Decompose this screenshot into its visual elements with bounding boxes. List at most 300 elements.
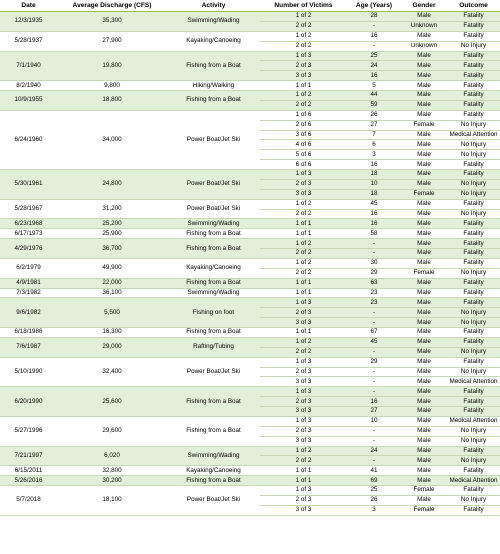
gender-cell: Male	[401, 91, 447, 101]
activity-cell: Fishing from a Boat	[167, 229, 260, 239]
outcome-cell: Fatality	[447, 249, 500, 259]
gender-cell: Male	[401, 495, 447, 505]
outcome-cell: Fatality	[447, 21, 500, 31]
discharge-cell: 49,900	[57, 258, 167, 278]
outcome-cell: Fatality	[447, 31, 500, 41]
victim-number: 1 of 1	[260, 81, 347, 91]
outcome-cell: No Injury	[447, 456, 500, 466]
outcome-cell: Fatality	[447, 61, 500, 71]
incident-date: 9/6/1982	[0, 298, 57, 328]
victim-number: 1 of 3	[260, 416, 347, 426]
age-cell: 23	[347, 298, 401, 308]
table-row	[0, 199, 500, 209]
activity-cell: Kayaking/Canoeing	[167, 258, 260, 278]
age-cell: 27	[347, 120, 401, 130]
age-cell: -	[347, 377, 401, 387]
victim-number: 2 of 2	[260, 100, 347, 110]
victim-number: 3 of 3	[260, 189, 347, 199]
outcome-cell: Fatality	[447, 239, 500, 249]
gender-cell: Male	[401, 288, 447, 298]
table-row	[0, 81, 500, 91]
gender-cell: Male	[401, 298, 447, 308]
outcome-cell: Fatality	[447, 328, 500, 338]
victim-number: 1 of 6	[260, 110, 347, 120]
age-cell: 30	[347, 258, 401, 268]
outcome-cell: Medical Attention	[447, 377, 500, 387]
activity-cell: Fishing from a Boat	[167, 387, 260, 417]
discharge-cell: 6,020	[57, 446, 167, 466]
discharge-cell: 9,800	[57, 81, 167, 91]
incident-date: 7/6/1987	[0, 337, 57, 357]
gender-cell: Male	[401, 328, 447, 338]
outcome-cell: No Injury	[447, 308, 500, 318]
age-cell: 24	[347, 61, 401, 71]
discharge-cell: 32,800	[57, 466, 167, 476]
gender-cell: Male	[401, 239, 447, 249]
age-cell: 28	[347, 12, 401, 22]
incident-date: 4/29/1976	[0, 239, 57, 259]
column-header-activity: Activity	[167, 0, 260, 12]
outcome-cell: Fatality	[447, 110, 500, 120]
gender-cell: Male	[401, 160, 447, 170]
victim-number: 1 of 1	[260, 328, 347, 338]
activity-cell: Power Boat/Jet Ski	[167, 357, 260, 387]
age-cell: 3	[347, 150, 401, 160]
age-cell: 45	[347, 337, 401, 347]
gender-cell: Male	[401, 466, 447, 476]
victim-number: 1 of 2	[260, 31, 347, 41]
victim-number: 3 of 3	[260, 407, 347, 417]
gender-cell: Female	[401, 268, 447, 278]
gender-cell: Female	[401, 486, 447, 496]
discharge-cell: 29,600	[57, 416, 167, 446]
age-cell: 23	[347, 288, 401, 298]
outcome-cell: No Injury	[447, 318, 500, 328]
table-row	[0, 387, 500, 397]
gender-cell: Male	[401, 367, 447, 377]
age-cell: -	[347, 456, 401, 466]
gender-cell: Male	[401, 387, 447, 397]
age-cell: 16	[347, 71, 401, 81]
victim-number: 2 of 2	[260, 456, 347, 466]
outcome-cell: Medical Attention	[447, 476, 500, 486]
incident-date: 7/1/1940	[0, 51, 57, 81]
age-cell: 44	[347, 91, 401, 101]
table-row	[0, 278, 500, 288]
outcome-cell: Fatality	[447, 298, 500, 308]
outcome-cell: No Injury	[447, 120, 500, 130]
discharge-cell: 34,000	[57, 110, 167, 169]
table-row	[0, 288, 500, 298]
victim-number: 2 of 2	[260, 21, 347, 31]
outcome-cell: Fatality	[447, 278, 500, 288]
discharge-cell: 25,900	[57, 229, 167, 239]
column-header-discharge: Average Discharge (CFS)	[57, 0, 167, 12]
age-cell: 29	[347, 357, 401, 367]
victim-number: 1 of 1	[260, 476, 347, 486]
gender-cell: Female	[401, 189, 447, 199]
incident-date: 5/28/1937	[0, 31, 57, 51]
victim-number: 1 of 3	[260, 387, 347, 397]
activity-cell: Fishing from a Boat	[167, 51, 260, 81]
table-row	[0, 91, 500, 101]
victim-number: 2 of 3	[260, 426, 347, 436]
table-row	[0, 446, 500, 456]
gender-cell: Male	[401, 318, 447, 328]
outcome-cell: No Injury	[447, 209, 500, 219]
victim-number: 1 of 2	[260, 12, 347, 22]
outcome-cell: Fatality	[447, 12, 500, 22]
age-cell: 67	[347, 328, 401, 338]
age-cell: -	[347, 308, 401, 318]
gender-cell: Male	[401, 416, 447, 426]
table-row	[0, 51, 500, 61]
age-cell: 59	[347, 100, 401, 110]
age-cell: 29	[347, 268, 401, 278]
incident-date: 6/17/1973	[0, 229, 57, 239]
age-cell: -	[347, 249, 401, 259]
victim-number: 3 of 3	[260, 71, 347, 81]
discharge-cell: 25,200	[57, 219, 167, 229]
age-cell: 16	[347, 160, 401, 170]
gender-cell: Female	[401, 120, 447, 130]
gender-cell: Male	[401, 456, 447, 466]
activity-cell: Kayaking/Canoeing	[167, 31, 260, 51]
outcome-cell: No Injury	[447, 436, 500, 446]
incident-date: 5/27/1996	[0, 416, 57, 446]
age-cell: 63	[347, 278, 401, 288]
activity-cell: Rafting/Tubing	[167, 337, 260, 357]
gender-cell: Female	[401, 505, 447, 515]
incident-date: 6/2/1979	[0, 258, 57, 278]
gender-cell: Male	[401, 357, 447, 367]
victim-number: 2 of 3	[260, 397, 347, 407]
age-cell: 18	[347, 170, 401, 180]
column-header-age: Age (Years)	[347, 0, 401, 12]
victim-number: 2 of 3	[260, 61, 347, 71]
activity-cell: Swimming/Wading	[167, 288, 260, 298]
activity-cell: Fishing from a Boat	[167, 476, 260, 486]
discharge-cell: 18,100	[57, 486, 167, 516]
age-cell: -	[347, 21, 401, 31]
table-row	[0, 337, 500, 347]
activity-cell: Fishing from a Boat	[167, 416, 260, 446]
victim-number: 2 of 2	[260, 41, 347, 51]
outcome-cell: Fatality	[447, 466, 500, 476]
discharge-cell: 5,500	[57, 298, 167, 328]
age-cell: 18	[347, 189, 401, 199]
outcome-cell: Fatality	[447, 486, 500, 496]
activity-cell: Power Boat/Jet Ski	[167, 199, 260, 219]
gender-cell: Male	[401, 436, 447, 446]
age-cell: 16	[347, 219, 401, 229]
victim-number: 1 of 2	[260, 91, 347, 101]
age-cell: 26	[347, 495, 401, 505]
discharge-cell: 16,300	[57, 328, 167, 338]
gender-cell: Male	[401, 31, 447, 41]
activity-cell: Hiking/Walking	[167, 81, 260, 91]
age-cell: 7	[347, 130, 401, 140]
victim-number: 1 of 2	[260, 446, 347, 456]
victim-number: 1 of 3	[260, 298, 347, 308]
column-header-outcome: Outcome	[447, 0, 500, 12]
gender-cell: Male	[401, 347, 447, 357]
victim-number: 5 of 6	[260, 150, 347, 160]
gender-cell: Male	[401, 61, 447, 71]
activity-cell: Power Boat/Jet Ski	[167, 486, 260, 516]
table-row	[0, 416, 500, 426]
victim-number: 4 of 6	[260, 140, 347, 150]
outcome-cell: Fatality	[447, 170, 500, 180]
age-cell: 10	[347, 179, 401, 189]
incident-date: 6/23/1968	[0, 219, 57, 229]
outcome-cell: Fatality	[447, 397, 500, 407]
discharge-cell: 29,000	[57, 337, 167, 357]
gender-cell: Male	[401, 249, 447, 259]
outcome-cell: Fatality	[447, 71, 500, 81]
table-row	[0, 357, 500, 367]
table-row	[0, 110, 500, 120]
activity-cell: Power Boat/Jet Ski	[167, 110, 260, 169]
victim-number: 2 of 3	[260, 179, 347, 189]
victim-number: 2 of 3	[260, 308, 347, 318]
incident-date: 5/30/1961	[0, 170, 57, 200]
gender-cell: Male	[401, 199, 447, 209]
gender-cell: Unknown	[401, 41, 447, 51]
victim-number: 1 of 3	[260, 486, 347, 496]
table-header	[0, 0, 500, 12]
age-cell: 16	[347, 31, 401, 41]
incident-date: 8/2/1940	[0, 81, 57, 91]
gender-cell: Male	[401, 81, 447, 91]
victim-number: 1 of 3	[260, 51, 347, 61]
activity-cell: Swimming/Wading	[167, 12, 260, 32]
discharge-cell: 30,200	[57, 476, 167, 486]
table-row	[0, 466, 500, 476]
outcome-cell: Fatality	[447, 160, 500, 170]
outcome-cell: No Injury	[447, 150, 500, 160]
victim-number: 1 of 3	[260, 170, 347, 180]
outcome-cell: No Injury	[447, 426, 500, 436]
victim-number: 2 of 2	[260, 347, 347, 357]
outcome-cell: Fatality	[447, 288, 500, 298]
victim-number: 2 of 3	[260, 495, 347, 505]
age-cell: 16	[347, 209, 401, 219]
table-row	[0, 219, 500, 229]
outcome-cell: Fatality	[447, 100, 500, 110]
victim-number: 1 of 1	[260, 278, 347, 288]
gender-cell: Unknown	[401, 21, 447, 31]
victim-number: 3 of 6	[260, 130, 347, 140]
outcome-cell: No Injury	[447, 189, 500, 199]
victim-number: 2 of 2	[260, 209, 347, 219]
age-cell: -	[347, 41, 401, 51]
victim-number: 2 of 6	[260, 120, 347, 130]
gender-cell: Male	[401, 140, 447, 150]
discharge-cell: 31,200	[57, 199, 167, 219]
table-row	[0, 239, 500, 249]
incident-date: 12/3/1935	[0, 12, 57, 32]
outcome-cell: Fatality	[447, 407, 500, 417]
activity-cell: Fishing from a Boat	[167, 278, 260, 288]
gender-cell: Male	[401, 446, 447, 456]
activity-cell: Swimming/Wading	[167, 219, 260, 229]
age-cell: 10	[347, 416, 401, 426]
age-cell: 25	[347, 486, 401, 496]
table-row	[0, 229, 500, 239]
activity-cell: Fishing from a Boat	[167, 328, 260, 338]
victim-number: 1 of 1	[260, 288, 347, 298]
column-header-gender: Gender	[401, 0, 447, 12]
outcome-cell: Fatality	[447, 199, 500, 209]
activity-cell: Fishing from a Boat	[167, 239, 260, 259]
discharge-cell: 25,600	[57, 387, 167, 417]
gender-cell: Male	[401, 209, 447, 219]
age-cell: -	[347, 367, 401, 377]
age-cell: 16	[347, 397, 401, 407]
incident-date: 5/7/2018	[0, 486, 57, 516]
age-cell: -	[347, 318, 401, 328]
victim-number: 1 of 2	[260, 337, 347, 347]
table-row	[0, 258, 500, 268]
age-cell: 45	[347, 199, 401, 209]
age-cell: 24	[347, 446, 401, 456]
age-cell: 26	[347, 110, 401, 120]
victim-number: 1 of 2	[260, 199, 347, 209]
discharge-cell: 19,800	[57, 51, 167, 81]
outcome-cell: No Injury	[447, 268, 500, 278]
incident-date: 5/28/1967	[0, 199, 57, 219]
gender-cell: Male	[401, 476, 447, 486]
table-row	[0, 170, 500, 180]
discharge-cell: 36,100	[57, 288, 167, 298]
incident-date: 6/15/2011	[0, 466, 57, 476]
outcome-cell: Fatality	[447, 387, 500, 397]
outcome-cell: Fatality	[447, 219, 500, 229]
incident-date: 6/18/1986	[0, 328, 57, 338]
victim-number: 1 of 2	[260, 239, 347, 249]
discharge-cell: 27,900	[57, 31, 167, 51]
gender-cell: Male	[401, 258, 447, 268]
age-cell: -	[347, 387, 401, 397]
gender-cell: Male	[401, 219, 447, 229]
age-cell: -	[347, 347, 401, 357]
victim-number: 3 of 3	[260, 436, 347, 446]
age-cell: 27	[347, 407, 401, 417]
outcome-cell: Fatality	[447, 505, 500, 515]
table-row	[0, 31, 500, 41]
gender-cell: Male	[401, 71, 447, 81]
table-body	[0, 12, 500, 516]
incident-date: 4/9/1981	[0, 278, 57, 288]
activity-cell: Power Boat/Jet Ski	[167, 170, 260, 200]
gender-cell: Male	[401, 179, 447, 189]
victim-number: 3 of 3	[260, 377, 347, 387]
gender-cell: Male	[401, 170, 447, 180]
incident-date: 7/3/1982	[0, 288, 57, 298]
incident-date: 10/9/1955	[0, 91, 57, 111]
activity-cell: Swimming/Wading	[167, 446, 260, 466]
gender-cell: Male	[401, 51, 447, 61]
outcome-cell: Fatality	[447, 81, 500, 91]
age-cell: -	[347, 239, 401, 249]
incident-date: 5/26/2016	[0, 476, 57, 486]
outcome-cell: Fatality	[447, 357, 500, 367]
outcome-cell: Fatality	[447, 229, 500, 239]
victim-number: 6 of 6	[260, 160, 347, 170]
victim-number: 1 of 1	[260, 229, 347, 239]
outcome-cell: No Injury	[447, 495, 500, 505]
age-cell: -	[347, 426, 401, 436]
gender-cell: Male	[401, 426, 447, 436]
gender-cell: Male	[401, 397, 447, 407]
victim-number: 3 of 3	[260, 505, 347, 515]
victim-number: 1 of 2	[260, 258, 347, 268]
gender-cell: Male	[401, 407, 447, 417]
incident-date: 6/20/1990	[0, 387, 57, 417]
age-cell: 5	[347, 81, 401, 91]
victim-number: 1 of 1	[260, 466, 347, 476]
column-header-victims: Number of Victims	[260, 0, 347, 12]
victim-number: 3 of 3	[260, 318, 347, 328]
age-cell: 6	[347, 140, 401, 150]
incident-date: 7/21/1997	[0, 446, 57, 466]
gender-cell: Male	[401, 150, 447, 160]
gender-cell: Male	[401, 12, 447, 22]
table-row	[0, 486, 500, 496]
age-cell: 58	[347, 229, 401, 239]
discharge-cell: 18,800	[57, 91, 167, 111]
gender-cell: Male	[401, 110, 447, 120]
table-row	[0, 298, 500, 308]
outcome-cell: Medical Attention	[447, 416, 500, 426]
outcome-cell: Fatality	[447, 91, 500, 101]
activity-cell: Kayaking/Canoeing	[167, 466, 260, 476]
victim-number: 2 of 3	[260, 367, 347, 377]
table-row	[0, 328, 500, 338]
outcome-cell: Fatality	[447, 51, 500, 61]
discharge-cell: 32,400	[57, 357, 167, 387]
outcome-cell: No Injury	[447, 367, 500, 377]
table-row	[0, 476, 500, 486]
age-cell: 69	[347, 476, 401, 486]
age-cell: 3	[347, 505, 401, 515]
outcome-cell: No Injury	[447, 347, 500, 357]
table-row	[0, 12, 500, 22]
age-cell: -	[347, 436, 401, 446]
age-cell: 41	[347, 466, 401, 476]
victim-number: 2 of 2	[260, 268, 347, 278]
outcome-cell: Fatality	[447, 337, 500, 347]
gender-cell: Male	[401, 130, 447, 140]
outcome-cell: Fatality	[447, 446, 500, 456]
outcome-cell: Fatality	[447, 258, 500, 268]
age-cell: 25	[347, 51, 401, 61]
activity-cell: Fishing from a Boat	[167, 91, 260, 111]
gender-cell: Male	[401, 377, 447, 387]
gender-cell: Male	[401, 337, 447, 347]
gender-cell: Male	[401, 229, 447, 239]
victim-number: 2 of 2	[260, 249, 347, 259]
discharge-cell: 36,700	[57, 239, 167, 259]
incident-date: 6/24/1960	[0, 110, 57, 169]
discharge-cell: 35,300	[57, 12, 167, 32]
discharge-cell: 24,800	[57, 170, 167, 200]
gender-cell: Male	[401, 100, 447, 110]
outcome-cell: No Injury	[447, 140, 500, 150]
activity-cell: Fishing on foot	[167, 298, 260, 328]
column-header-date: Date	[0, 0, 57, 12]
